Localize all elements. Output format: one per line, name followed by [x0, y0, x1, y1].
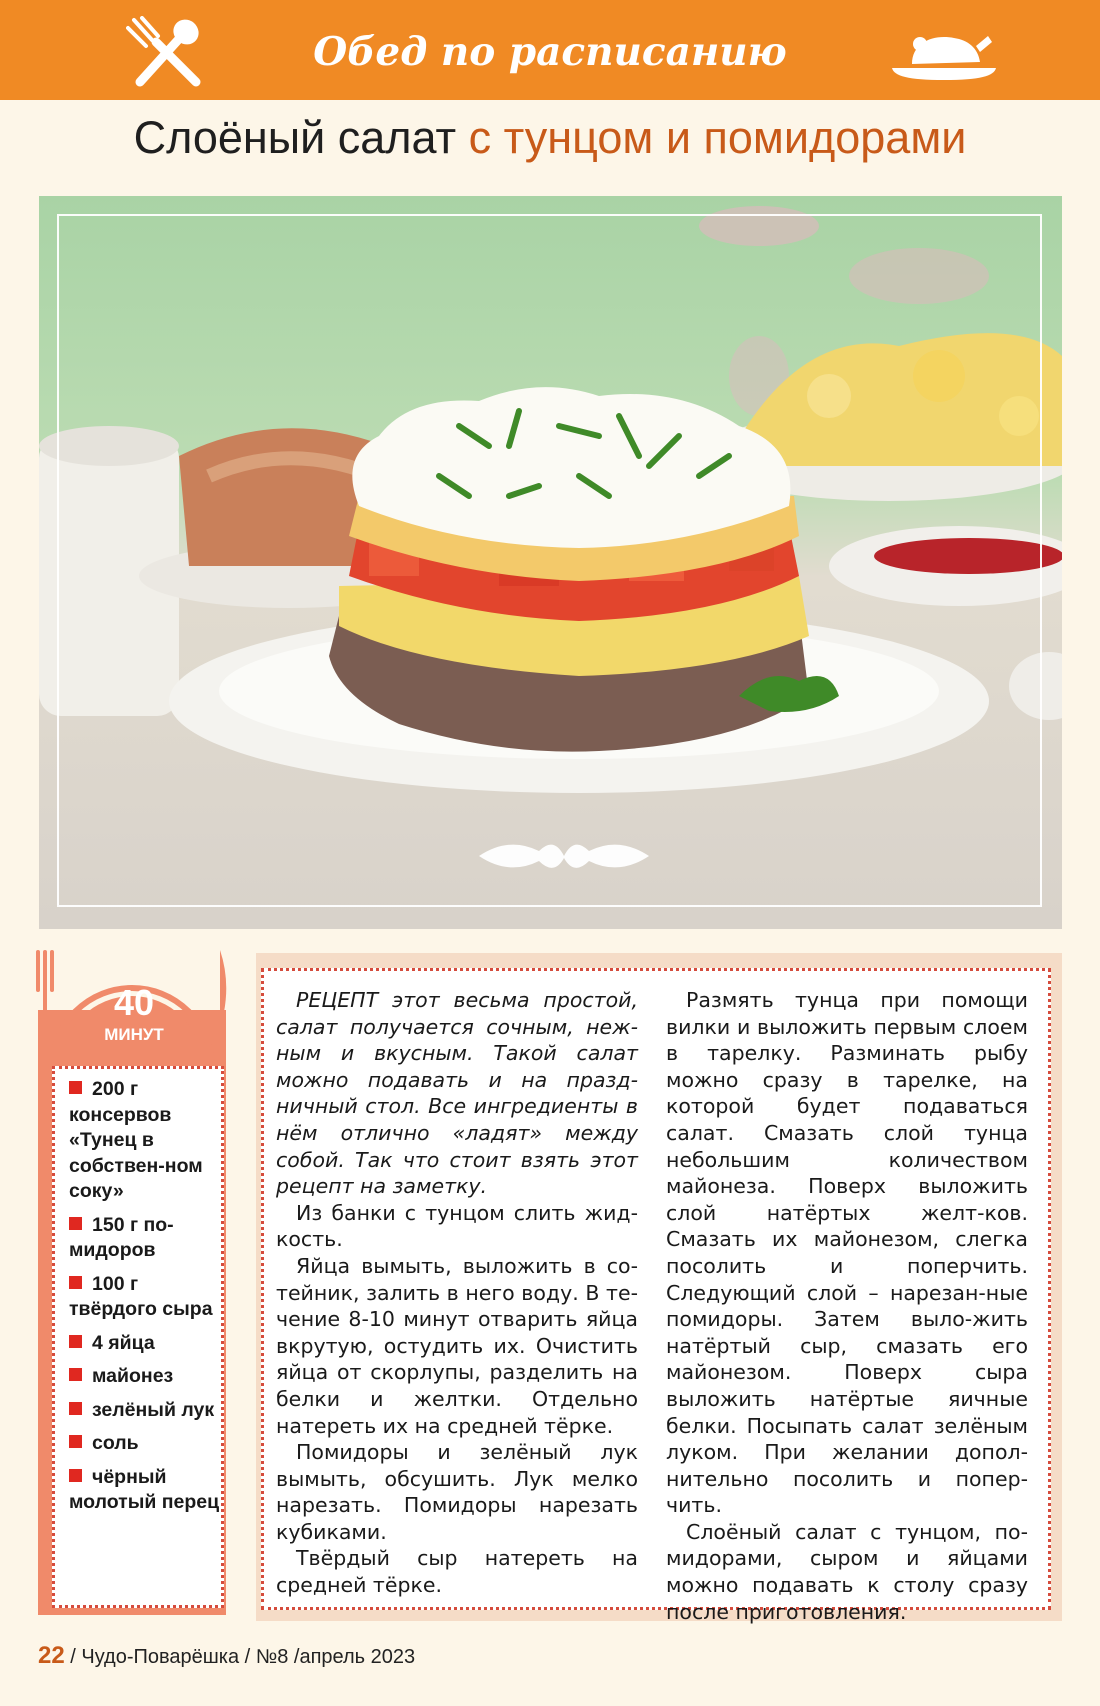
recipe-title-main: Слоёный салат [133, 112, 469, 163]
list-item: зелёный лук [69, 1398, 221, 1424]
list-item: соль [69, 1431, 221, 1457]
list-item: майонез [69, 1364, 221, 1390]
step-paragraph: Яйца вымыть, выложить в со-тейник, залить в него воду. В те-чение 8-10 минут отварить яйца вкрутую, остудить их. Очистить яйца от скорлупы, разделить на белки и желтки. Отдельно натереть их на средней тёрке. [276, 1253, 638, 1438]
bullet-square-icon [69, 1217, 82, 1230]
text-column-right [666, 987, 1028, 1625]
step-paragraph: Помидоры и зелёный лук вымыть, обсушить. Лук мелко нарезать. Помидоры нарезать кубиками. [276, 1440, 638, 1544]
list-item: чёрный молотый перец [69, 1465, 220, 1513]
bullet-square-icon [69, 1081, 82, 1094]
serving-paragraph: Слоёный салат с тунцом, по-мидорами, сыром и яйцами можно подавать к столу сразу после приготовления. [666, 1519, 1028, 1624]
bullet-square-icon [69, 1368, 82, 1381]
list-item: 200 г консервов «Тунец в собствен-ном соку» [69, 1078, 203, 1202]
ingredients-box [52, 1066, 224, 1608]
list-item: 4 яйца [69, 1331, 221, 1357]
cooking-time-unit: МИНУТ [104, 1025, 164, 1044]
step-paragraph: Размять тунца при помощи вилки и выложить первым слоем в тарелку. Разминать рыбу можно сразу в тарелке, на которой будет подаваться салат. Смазать слой тунца небольшим количеством майонеза. Поверх выложить слой натёртых желт-ков. Смазать их майонезом, слегка посолить и поперчить. Следующий слой – нарезан-ные помидоры. Затем выло-жить натёртый сыр, смазать его майонезом. Поверх сыра выложить натёртые яичные белки. Посыпать салат зелёным луком. При желании допол-нительно посолить и попер-чить. [666, 988, 1028, 1518]
step-paragraph: Из банки с тунцом слить жид-кость. [276, 1200, 638, 1252]
text-column-left [276, 987, 638, 1599]
salad-photo [39, 196, 1062, 929]
ingredients-list [55, 1069, 221, 1516]
photo-frame [57, 214, 1042, 907]
recipe-text-box [261, 968, 1051, 1624]
page-number: 22 [38, 1642, 65, 1669]
list-item: 100 г твёрдого сыра [69, 1272, 213, 1320]
bullet-square-icon [69, 1402, 82, 1415]
publication-info: / Чудо-Поварёшка / №8 /апрель 2023 [64, 1646, 416, 1668]
cooking-time-value: 40 [113, 982, 155, 1023]
bullet-square-icon [69, 1435, 82, 1448]
recipe-title-accent: с тунцом и помидорами [468, 112, 967, 163]
intro-paragraph: РЕЦЕПТ этот весьма простой, салат получается сочным, неж-ным и вкусным. Такой салат можно подавать и на празд-ничный стол. Все ингредиенты в нём отлично «ладят» между собой. Так что стоит взять этот рецепт на заметку. [276, 988, 638, 1199]
section-title: Обед по расписанию [313, 29, 787, 75]
roast-dish-icon [884, 24, 1004, 84]
step-paragraph: Твёрдый сыр натереть на средней тёрке. [276, 1546, 638, 1598]
list-item: 150 г по-мидоров [69, 1213, 174, 1261]
recipe-title [0, 112, 1100, 164]
bullet-square-icon [69, 1276, 82, 1289]
bullet-square-icon [69, 1469, 82, 1482]
page-footer [38, 1642, 415, 1670]
bullet-square-icon [69, 1335, 82, 1348]
